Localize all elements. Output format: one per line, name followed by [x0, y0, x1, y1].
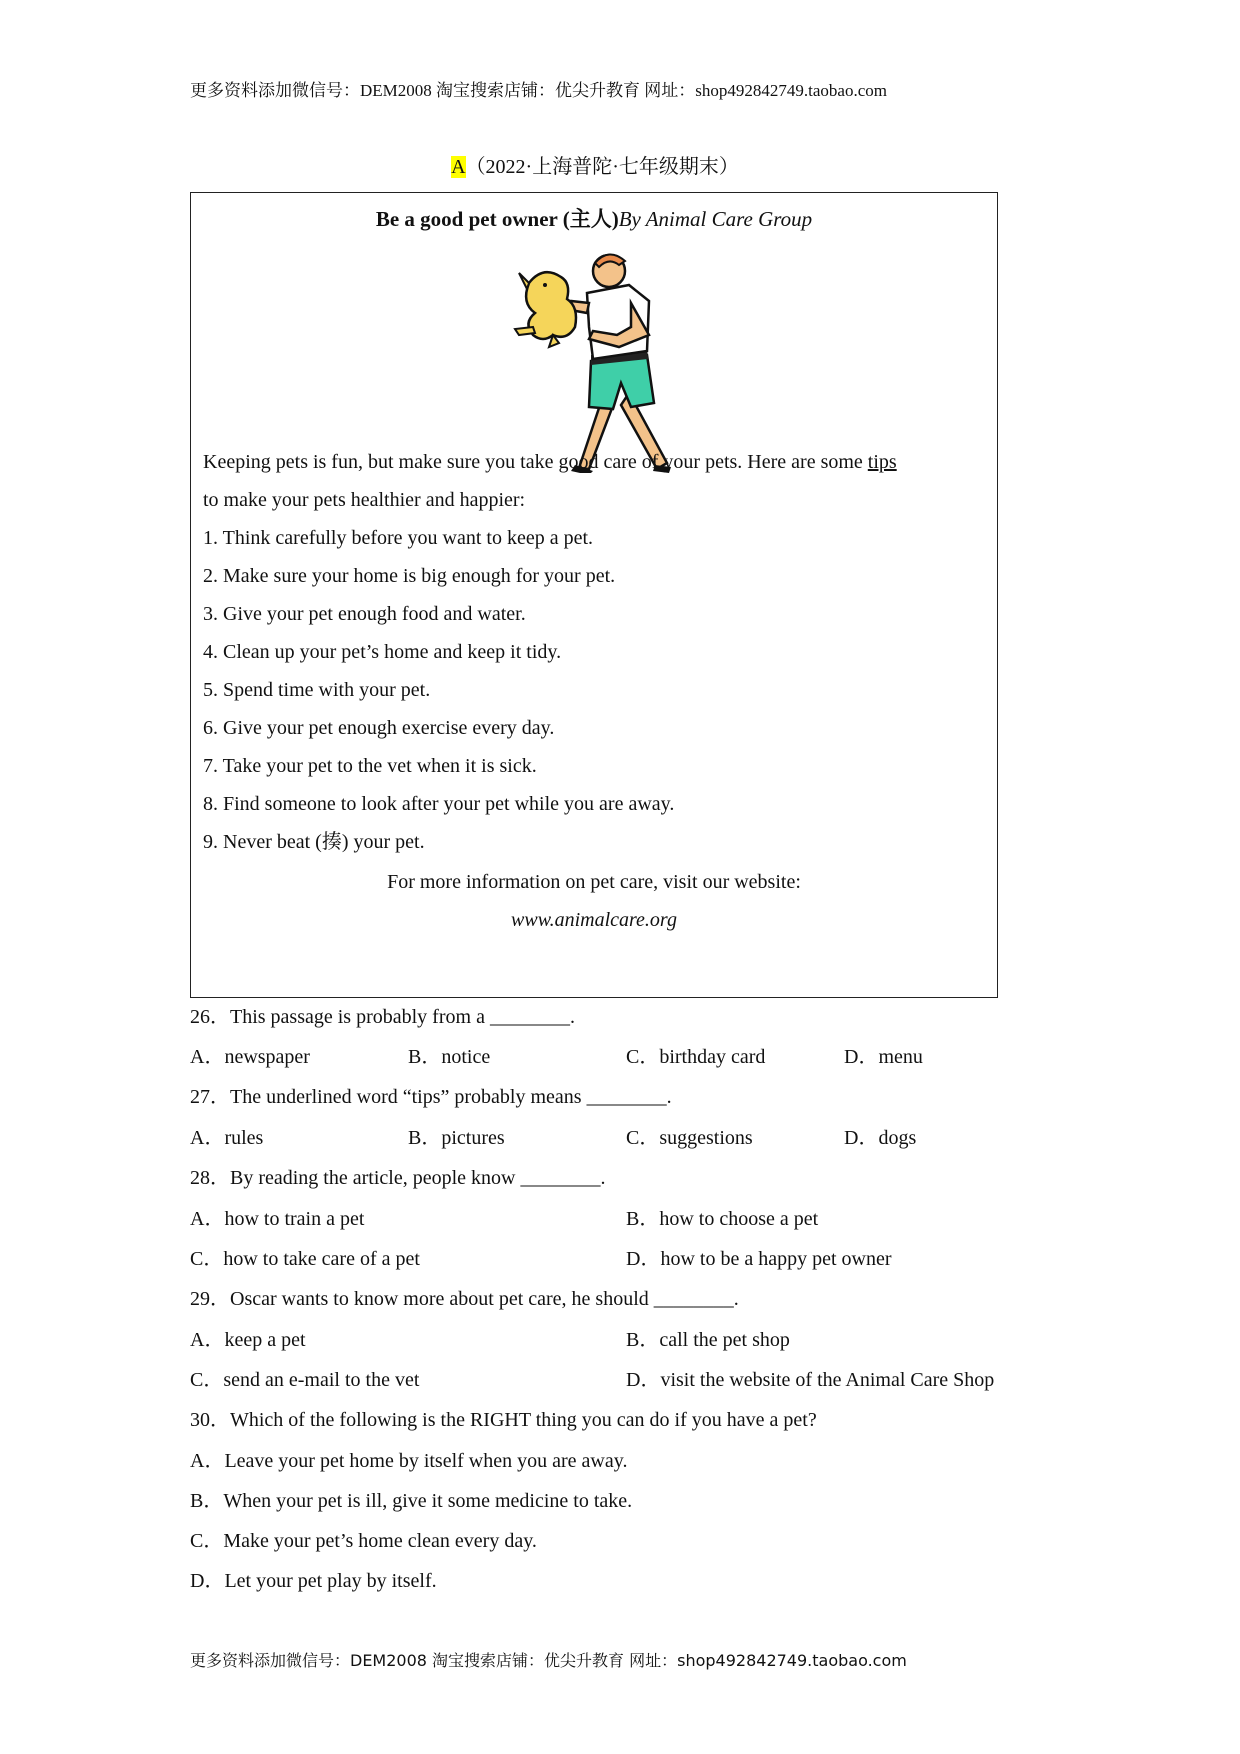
- q27-option-d: D．dogs: [844, 1127, 917, 1149]
- page-footer: 更多资料添加微信号：DEM2008 淘宝搜索店铺：优尖升教育 网址：shop492842749.taobao.com: [190, 1651, 907, 1670]
- q26-option-c: C．birthday card: [626, 1046, 766, 1068]
- man-holding-dog-illustration: [509, 243, 689, 473]
- q28-option-b: B．how to choose a pet: [626, 1208, 819, 1230]
- list-item: 9. Never beat (揍) your pet.: [203, 831, 425, 853]
- title-byline: By Animal Care Group: [618, 207, 813, 231]
- q27-option-a: A．rules: [190, 1127, 264, 1149]
- website-link: www.animalcare.org: [511, 909, 677, 931]
- passage-box: [190, 192, 998, 998]
- q29-option-d: D．visit the website of the Animal Care Shop: [626, 1369, 995, 1391]
- q29-option-a: A．keep a pet: [190, 1329, 306, 1351]
- q30-option-c: C．Make your pet’s home clean every day.: [190, 1530, 537, 1552]
- list-item: 7. Take your pet to the vet when it is sick.: [203, 755, 537, 777]
- q28-option-c: C．how to take care of a pet: [190, 1248, 420, 1270]
- list-item: 1. Think carefully before you want to keep a pet.: [203, 527, 594, 549]
- list-item: 4. Clean up your pet’s home and keep it tidy.: [203, 641, 562, 663]
- list-item: 3. Give your pet enough food and water.: [203, 603, 526, 625]
- intro-text: Keeping pets is fun, but make sure you take good care of your pets. Here are some: [203, 451, 868, 473]
- q26-option-a: A．newspaper: [190, 1046, 310, 1068]
- passage-title: [191, 203, 997, 233]
- q27-option-b: B．pictures: [408, 1127, 505, 1149]
- page-header: 更多资料添加微信号：DEM2008 淘宝搜索店铺：优尖升教育 网址：shop492842749.taobao.com: [190, 81, 887, 100]
- question-27: 27．The underlined word “tips” probably means ________.: [190, 1086, 672, 1108]
- passage-intro: [203, 443, 993, 519]
- q29-option-c: C．send an e-mail to the vet: [190, 1369, 420, 1391]
- question-28: 28．By reading the article, people know ________.: [190, 1167, 606, 1189]
- question-26: 26．This passage is probably from a ________.: [190, 1006, 575, 1028]
- tips-list: [203, 519, 993, 861]
- list-item: 5. Spend time with your pet.: [203, 679, 431, 701]
- q30-option-b: B．When your pet is ill, give it some medicine to take.: [190, 1490, 633, 1512]
- q30-option-a: A．Leave your pet home by itself when you are away.: [190, 1450, 628, 1472]
- q26-option-d: D．menu: [844, 1046, 923, 1068]
- q29-option-b: B．call the pet shop: [626, 1329, 790, 1351]
- intro-continued: to make your pets healthier and happier:: [203, 489, 526, 511]
- question-29: 29．Oscar wants to know more about pet care, he should ________.: [190, 1288, 739, 1310]
- question-30: 30．Which of the following is the RIGHT thing you can do if you have a pet?: [190, 1409, 817, 1431]
- underlined-word-tips: tips: [867, 451, 897, 473]
- list-item: 6. Give your pet enough exercise every day.: [203, 717, 555, 739]
- q26-option-b: B．notice: [408, 1046, 491, 1068]
- list-item: 8. Find someone to look after your pet while you are away.: [203, 793, 675, 815]
- more-info: For more information on pet care, visit our website:: [387, 871, 801, 893]
- list-item: 2. Make sure your home is big enough for your pet.: [203, 565, 616, 587]
- q28-option-a: A．how to train a pet: [190, 1208, 365, 1230]
- q30-option-d: D．Let your pet play by itself.: [190, 1570, 437, 1592]
- section-label: A: [451, 156, 466, 178]
- title-main: Be a good pet owner (主人): [375, 207, 619, 231]
- section-source: （2022·上海普陀·七年级期末）: [465, 156, 739, 178]
- q28-option-d: D．how to be a happy pet owner: [626, 1248, 892, 1270]
- section-heading: [0, 150, 1190, 179]
- q27-option-c: C．suggestions: [626, 1127, 753, 1149]
